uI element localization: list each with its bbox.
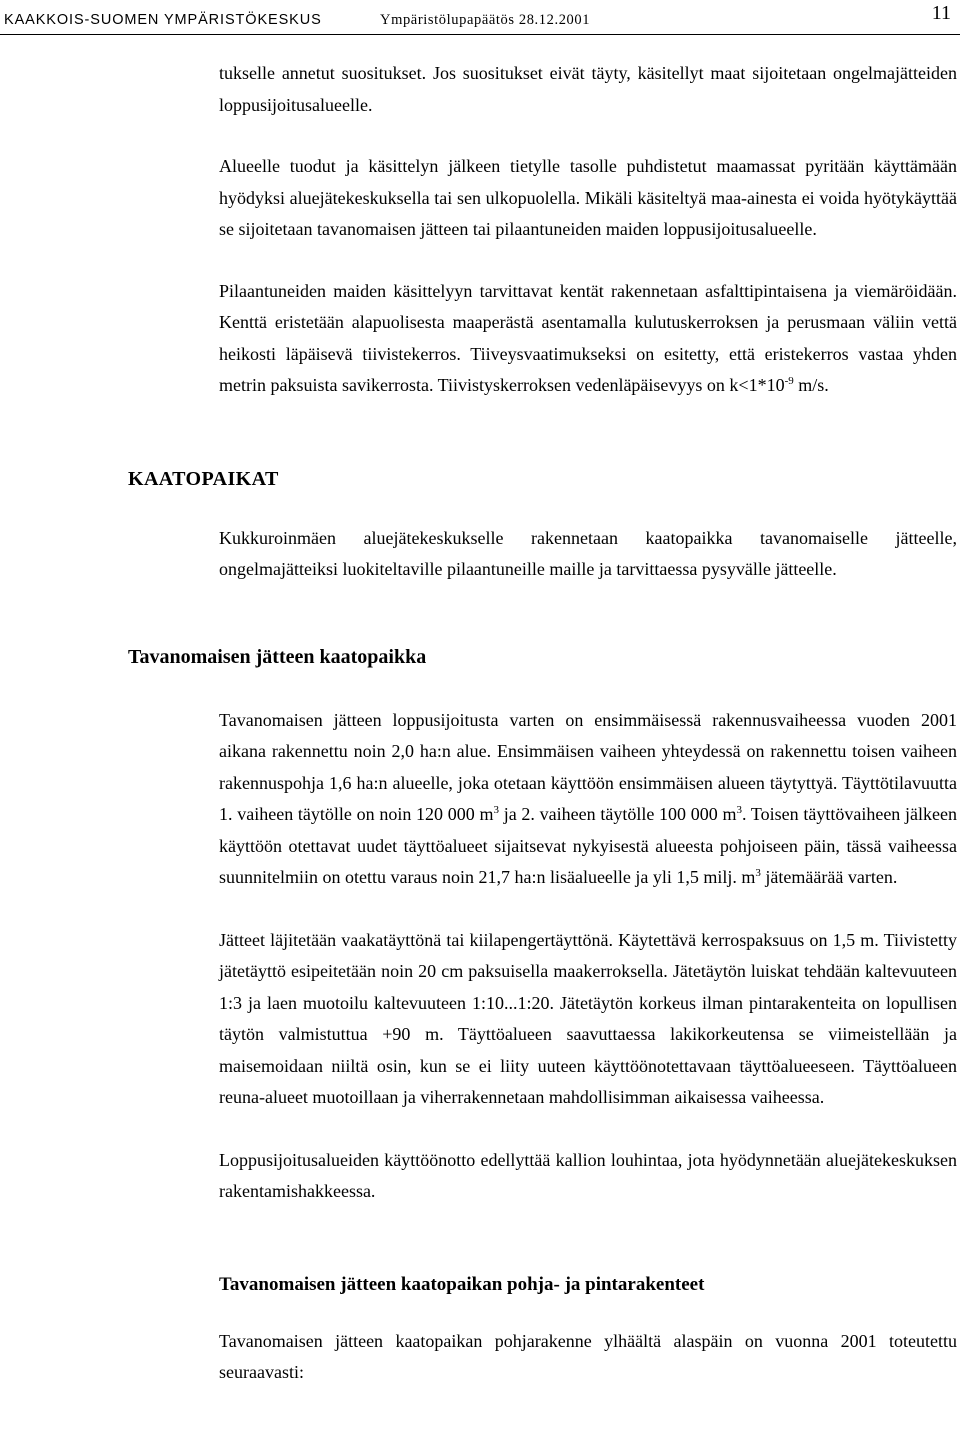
superscript: 3 [493,804,499,816]
subsection-heading-tavanomainen: Tavanomaisen jätteen kaatopaikka [128,645,427,668]
superscript: 3 [736,804,742,816]
header-organization: KAAKKOIS-SUOMEN YMPÄRISTÖKESKUS [4,12,322,28]
text-run: Kukkuroinmäen aluejätekeskukselle rakennetaan kaatopaikka tavanomaiselle jätteelle, ongelmajätteiksi luokiteltaville pilaantuneille maille ja tarvittaessa pysyvälle jätteelle. [219,527,957,579]
paragraph-continuation [219,58,957,121]
subsection-heading-pohjarakenteet: Tavanomaisen jätteen kaatopaikan pohja- ja pintarakenteet [219,1273,705,1295]
paragraph-base-structure [219,1326,957,1389]
text-run: Tavanomaisen jätteen kaatopaikan pohjarakenne ylhäältä alaspäin on vuonna 2001 toteutettu seuraavasti: [219,1330,957,1382]
text-run: Pilaantuneiden maiden käsittelyyn tarvittavat kentät rakennetaan asfalttipintaisena ja viemäröidään. Kenttä eristetään alapuolisesta maaperästä asentamalla kulutuskerroksen ja perusmaan väliin vettä heikosti läpäisevä tiivistekerros. Tiiveysvaatimukseksi on esitetty, että eristekerros vastaa yhden metrin paksuista savikerrosta. Tiivistyskerroksen vedenläpäisevyys on k<1*10 [219,280,957,395]
superscript: -9 [784,375,794,387]
text-run: Jätteet läjitetään vaakatäyttönä tai kiilapengertäyttönä. Käytettävä kerrospaksuus on 1,5 m. Tiivistetty jätetäyttö esipeitetään noin 20 cm paksuisella maakerroksella. Jätetäytön luiskat tehdään kaltevuuteen 1:3 ja laen muotoilu kaltevuuteen 1:10...1:20. Jätetäytön korkeus ilman pintarakenteita on lopullisen täytön valmistuttua +90 m. Täyttöalueen saavuttaessa lakikorkeutensa se viimeistellään ja maisemoidaan niiltä osin, kun se ei liity uuteen käyttöönotettavaan täyttöalueeseen. Täyttöalueen reuna-alueet muotoillaan ja viherrakennetaan mahdollisimman aikaisessa vaiheessa. [219,929,957,1107]
paragraph-filling-method [219,925,957,1114]
text-run: tukselle annetut suositukset. Jos suositukset eivät täyty, käsitellyt maat sijoitetaan ongelmajätteiden loppusijoitusalueelle. [219,63,957,115]
page-header [0,0,960,36]
paragraph-landfill-intro [219,523,957,586]
text-run: Alueelle tuodut ja käsittelyn jälkeen tietylle tasolle puhdistetut maamassat pyritään käyttämään hyödyksi aluejätekeskuksella tai sen ulkopuolella. Mikäli käsiteltyä maa-ainesta ei voida hyötykäyttää se sijoitetaan tavanomaisen jätteen tai pilaantuneiden maiden loppusijoitusalueelle. [219,156,957,239]
paragraph-soil-reuse [219,151,957,246]
paragraph-rock-excavation [219,1145,957,1208]
text-run: . Toisen täyttövaiheen jälkeen käyttöön otettavat uudet täyttöalueet sijaitsevat nykyisestä alueesta pohjoiseen päin, tässä vaiheessa suunnitelmiin on otettu varaus noin 21,7 ha:n lisäalueelle ja yli 1,5 milj. m [219,804,958,887]
text-run: Tavanomaisen jätteen loppusijoitusta varten on ensimmäisessä rakennusvaiheessa vuoden 2001 aikana rakennettu noin 2,0 ha:n alue. Ensimmäisen vaiheen yhteydessä on rakennettu toisen vaiheen rakennuspohja 1,6 ha:n alueelle, joka otetaan käyttöön ensimmäisen alueen täytyttyä. Täyttötilavuutta 1. vaiheen täytölle on noin 120 000 m [219,709,957,824]
header-rule [0,34,960,35]
text-run: Loppusijoitusalueiden käyttöönotto edellyttää kallion louhintaa, jota hyödynnetään aluejätekeskuksen rakentamishakkeessa. [219,1149,957,1201]
document-body [0,58,960,1389]
page-number: 11 [931,2,951,24]
section-heading-kaatopaikat: KAATOPAIKAT [128,467,279,490]
superscript: 3 [755,867,761,879]
paragraph-treatment-fields [219,276,957,402]
text-run: m/s. [793,375,829,395]
header-document-title: Ympäristölupapäätös 28.12.2001 [380,12,591,28]
paragraph-landfill-capacity [219,705,957,894]
text-run: ja 2. vaiheen täytölle 100 000 m [499,804,737,824]
text-run: jätemäärää varten. [760,867,898,887]
